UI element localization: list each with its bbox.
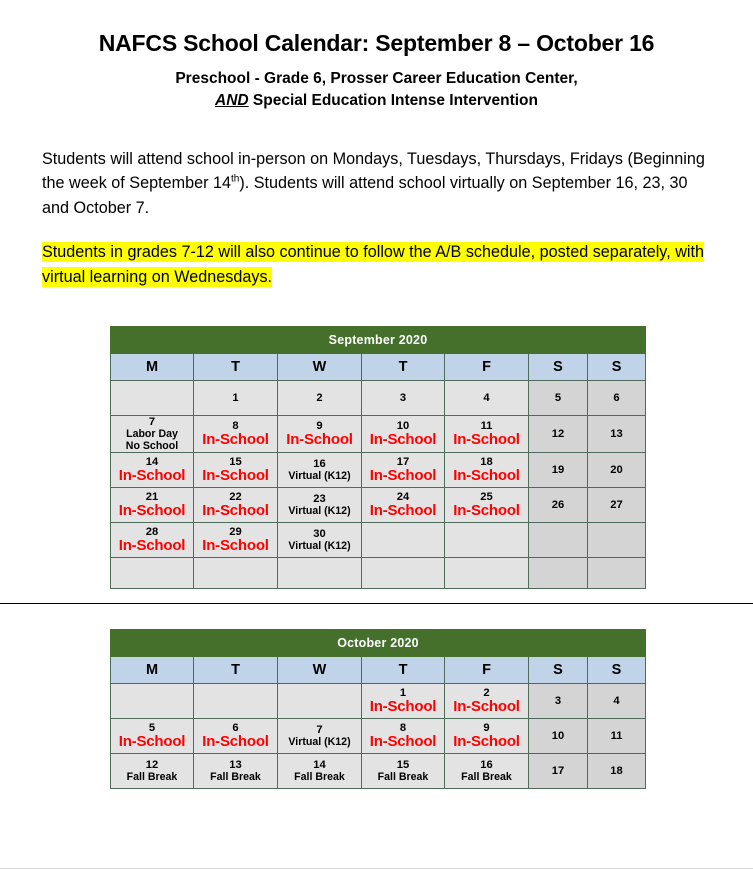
highlighted-text: Students in grades 7-12 will also continue to follow the A/B schedule, posted separately, with virtual learning on Wednesdays. (42, 243, 704, 287)
day-note-in-school: In-School (202, 431, 269, 449)
calendar-week-row (111, 415, 646, 452)
calendar-day-cell[interactable] (362, 453, 445, 488)
day-number: 13 (610, 427, 623, 440)
day-number: 16 (313, 457, 326, 470)
calendar-day-cell[interactable] (529, 684, 588, 719)
day-note-virtual: Virtual (K12) (288, 470, 351, 483)
calendar-day-cell[interactable] (111, 453, 194, 488)
day-note-virtual: Virtual (K12) (288, 540, 351, 553)
day-number: 23 (313, 492, 326, 505)
day-number: 18 (480, 456, 493, 469)
calendar-day-cell[interactable] (445, 380, 529, 415)
day-number: 19 (551, 464, 565, 477)
highlighted-paragraph (42, 240, 711, 289)
month-banner-row-october (111, 630, 646, 657)
calendar-day-cell[interactable] (588, 415, 646, 452)
day-note-in-school: In-School (369, 733, 437, 751)
weekday-header-4: F (445, 657, 529, 684)
weekday-header-1: T (194, 657, 278, 684)
calendar-empty-cell (194, 558, 278, 589)
calendar-week-row (111, 523, 646, 558)
day-note-in-school: In-School (202, 733, 269, 751)
day-number: 6 (232, 722, 239, 735)
calendar-day-cell[interactable] (278, 488, 362, 523)
calendar-day-cell[interactable] (111, 415, 194, 452)
calendar-day-cell[interactable] (111, 754, 194, 789)
day-note-in-school: In-School (202, 467, 269, 485)
day-note-in-school: In-School (453, 733, 520, 751)
calendar-day-cell[interactable] (194, 415, 278, 452)
weekday-header-6: S (588, 657, 646, 684)
day-number: 4 (613, 695, 620, 708)
day-number: 4 (483, 391, 490, 404)
weekday-header-2: W (278, 353, 362, 380)
calendar-day-cell[interactable] (588, 488, 646, 523)
intro-text-part-1: Students will attend school in-person on Mondays, Tuesdays, Thursdays, Fridays (Beginning the week of September 14 (42, 149, 705, 193)
calendar-day-cell[interactable] (111, 488, 194, 523)
day-number: 5 (148, 722, 156, 735)
calendar-day-cell[interactable] (111, 719, 194, 754)
calendar-day-cell[interactable] (362, 719, 445, 754)
calendar-october (110, 629, 645, 789)
month-label-september: September 2020 (111, 326, 646, 353)
calendar-day-cell[interactable] (445, 684, 529, 719)
calendar-head-october (111, 630, 646, 684)
day-number: 18 (610, 765, 623, 778)
calendar-day-cell[interactable] (278, 754, 362, 789)
weekday-header-1: T (194, 353, 278, 380)
calendar-head-september (111, 326, 646, 380)
calendar-day-cell[interactable] (445, 754, 529, 789)
calendar-day-cell[interactable] (362, 415, 445, 452)
day-number: 20 (610, 464, 623, 477)
day-number: 7 (148, 415, 156, 428)
calendar-empty-cell (588, 558, 646, 589)
day-note-in-school: In-School (369, 467, 437, 485)
calendar-empty-cell (194, 684, 278, 719)
weekday-header-4: F (445, 353, 529, 380)
weekday-header-5: S (529, 353, 588, 380)
calendar-day-cell[interactable] (278, 415, 362, 452)
subtitle-line-1: Preschool - Grade 6, Prosser Career Education Center, (175, 69, 578, 87)
day-number: 21 (145, 491, 159, 504)
calendar-body-september (111, 380, 646, 588)
page-break-rule (0, 603, 753, 604)
calendar-day-cell[interactable] (529, 415, 588, 452)
calendar-empty-cell (111, 684, 194, 719)
calendar-empty-cell (529, 558, 588, 589)
day-number: 15 (229, 456, 242, 469)
day-number: 6 (613, 391, 620, 404)
calendar-empty-cell (445, 558, 529, 589)
page-title: NAFCS School Calendar: September 8 – October 16 (98, 30, 655, 56)
calendar-week-row (111, 719, 646, 754)
calendar-day-cell[interactable] (588, 684, 646, 719)
day-note-break: Fall Break (461, 771, 512, 784)
weekday-header-2: W (278, 657, 362, 684)
day-number: 10 (551, 730, 565, 743)
calendar-week-row (111, 380, 646, 415)
calendar-day-cell[interactable] (278, 453, 362, 488)
calendar-day-cell[interactable] (278, 719, 362, 754)
body-copy (42, 147, 711, 290)
document-header (0, 0, 753, 113)
day-number: 14 (145, 456, 159, 469)
weekday-header-5: S (529, 657, 588, 684)
day-number: 26 (551, 499, 565, 512)
calendar-empty-cell (278, 558, 362, 589)
calendar-day-cell[interactable] (588, 380, 646, 415)
day-note-in-school: In-School (453, 698, 520, 716)
calendar-day-cell[interactable] (529, 719, 588, 754)
calendar-empty-cell (278, 684, 362, 719)
day-number: 30 (313, 527, 326, 540)
day-number: 9 (316, 419, 323, 432)
calendar-empty-cell (111, 380, 194, 415)
day-number: 17 (396, 456, 410, 469)
day-note-in-school: In-School (202, 537, 269, 555)
calendar-day-cell[interactable] (194, 488, 278, 523)
day-number: 2 (483, 687, 490, 700)
day-number: 12 (551, 427, 565, 440)
calendar-day-cell[interactable] (445, 488, 529, 523)
day-number: 2 (316, 391, 323, 404)
day-note-in-school: In-School (369, 698, 437, 716)
day-note-break: Fall Break (210, 771, 261, 784)
day-number: 11 (610, 730, 623, 743)
day-note-in-school: In-School (118, 502, 186, 520)
calendar-day-cell[interactable] (588, 754, 646, 789)
calendar-empty-cell (362, 523, 445, 558)
calendar-day-cell[interactable] (194, 380, 278, 415)
day-number: 28 (145, 526, 159, 539)
calendar-day-cell[interactable] (588, 719, 646, 754)
day-number: 16 (480, 758, 493, 771)
day-note-in-school: In-School (118, 537, 186, 555)
calendar-week-row (111, 558, 646, 589)
calendar-day-cell[interactable] (194, 754, 278, 789)
calendar-day-cell[interactable] (445, 719, 529, 754)
calendar-day-cell[interactable] (111, 523, 194, 558)
day-number: 3 (399, 391, 407, 404)
weekday-header-3: T (362, 657, 445, 684)
calendar-day-cell[interactable] (362, 754, 445, 789)
weekday-header-row-october (111, 657, 646, 684)
day-number: 13 (229, 758, 242, 771)
calendar-empty-cell (362, 558, 445, 589)
calendar-day-cell[interactable] (529, 380, 588, 415)
calendar-day-cell[interactable] (362, 380, 445, 415)
calendar-day-cell[interactable] (588, 453, 646, 488)
weekday-header-row-september (111, 353, 646, 380)
day-number: 1 (232, 391, 239, 404)
weekday-header-6: S (588, 353, 646, 380)
calendar-empty-cell (111, 558, 194, 589)
day-note-virtual: Virtual (K12) (288, 505, 351, 518)
calendar-day-cell[interactable] (529, 754, 588, 789)
day-note-in-school: In-School (453, 502, 520, 520)
day-number: 22 (229, 491, 242, 504)
calendar-day-cell[interactable] (529, 453, 588, 488)
day-number: 17 (551, 765, 565, 778)
calendar-september (110, 326, 645, 589)
day-note-secondary: No School (125, 439, 179, 452)
day-note-break: Fall Break (126, 771, 178, 784)
day-number: 15 (396, 758, 410, 771)
day-note-in-school: In-School (118, 467, 186, 485)
day-number: 10 (396, 419, 410, 432)
day-number: 7 (316, 723, 323, 736)
calendar-body-october (111, 684, 646, 789)
calendar-day-cell[interactable] (194, 453, 278, 488)
calendar-day-cell[interactable] (194, 523, 278, 558)
weekday-header-0: M (111, 657, 194, 684)
day-number: 9 (483, 722, 490, 735)
day-number: 12 (145, 758, 159, 771)
day-note-in-school: In-School (453, 431, 520, 449)
day-number: 3 (554, 695, 562, 708)
weekday-header-0: M (111, 353, 194, 380)
calendar-empty-cell (588, 523, 646, 558)
calendar-table-september (110, 326, 646, 589)
day-note-in-school: In-School (453, 467, 520, 485)
calendar-week-row (111, 684, 646, 719)
day-number: 1 (399, 687, 407, 700)
calendar-day-cell[interactable] (529, 488, 588, 523)
calendar-day-cell[interactable] (194, 719, 278, 754)
subtitle-emphasis: AND (215, 92, 249, 110)
day-number: 8 (232, 419, 239, 432)
calendar-day-cell[interactable] (445, 415, 529, 452)
day-note-in-school: In-School (118, 733, 186, 751)
day-number: 8 (399, 722, 407, 735)
day-number: 29 (229, 526, 242, 539)
subtitle-line-2 (0, 90, 753, 112)
month-label-october: October 2020 (111, 630, 646, 657)
calendar-week-row (111, 754, 646, 789)
calendar-day-cell[interactable] (278, 380, 362, 415)
day-note-in-school: In-School (369, 502, 437, 520)
day-note-holiday: Labor Day (126, 427, 178, 440)
day-note-in-school: In-School (369, 431, 437, 449)
day-number: 24 (396, 491, 410, 504)
intro-paragraph (42, 147, 711, 221)
day-note-in-school: In-School (202, 502, 269, 520)
calendar-day-cell[interactable] (362, 684, 445, 719)
day-note-virtual: Virtual (K12) (288, 736, 351, 749)
calendar-empty-cell (445, 523, 529, 558)
calendar-day-cell[interactable] (362, 488, 445, 523)
day-number: 27 (610, 499, 623, 512)
day-number: 5 (554, 391, 562, 404)
ordinal-suffix: th (230, 173, 240, 185)
subtitle-line-2-rest: Special Education Intense Intervention (248, 92, 538, 110)
weekday-header-3: T (362, 353, 445, 380)
calendar-week-row (111, 488, 646, 523)
calendar-day-cell[interactable] (445, 453, 529, 488)
calendar-day-cell[interactable] (278, 523, 362, 558)
calendar-table-october (110, 629, 646, 789)
calendar-week-row (111, 453, 646, 488)
day-number: 14 (313, 758, 326, 771)
day-note-in-school: In-School (286, 431, 353, 449)
day-note-break: Fall Break (294, 771, 345, 784)
day-note-break: Fall Break (377, 771, 429, 784)
document-subtitle (0, 68, 753, 113)
month-banner-row-september (111, 326, 646, 353)
day-number: 25 (480, 491, 493, 504)
day-number: 11 (480, 419, 493, 432)
intro-text-part-2: ). Students will attend school virtually on September 16, 23, 30 and October 7. (42, 174, 688, 217)
calendar-empty-cell (529, 523, 588, 558)
